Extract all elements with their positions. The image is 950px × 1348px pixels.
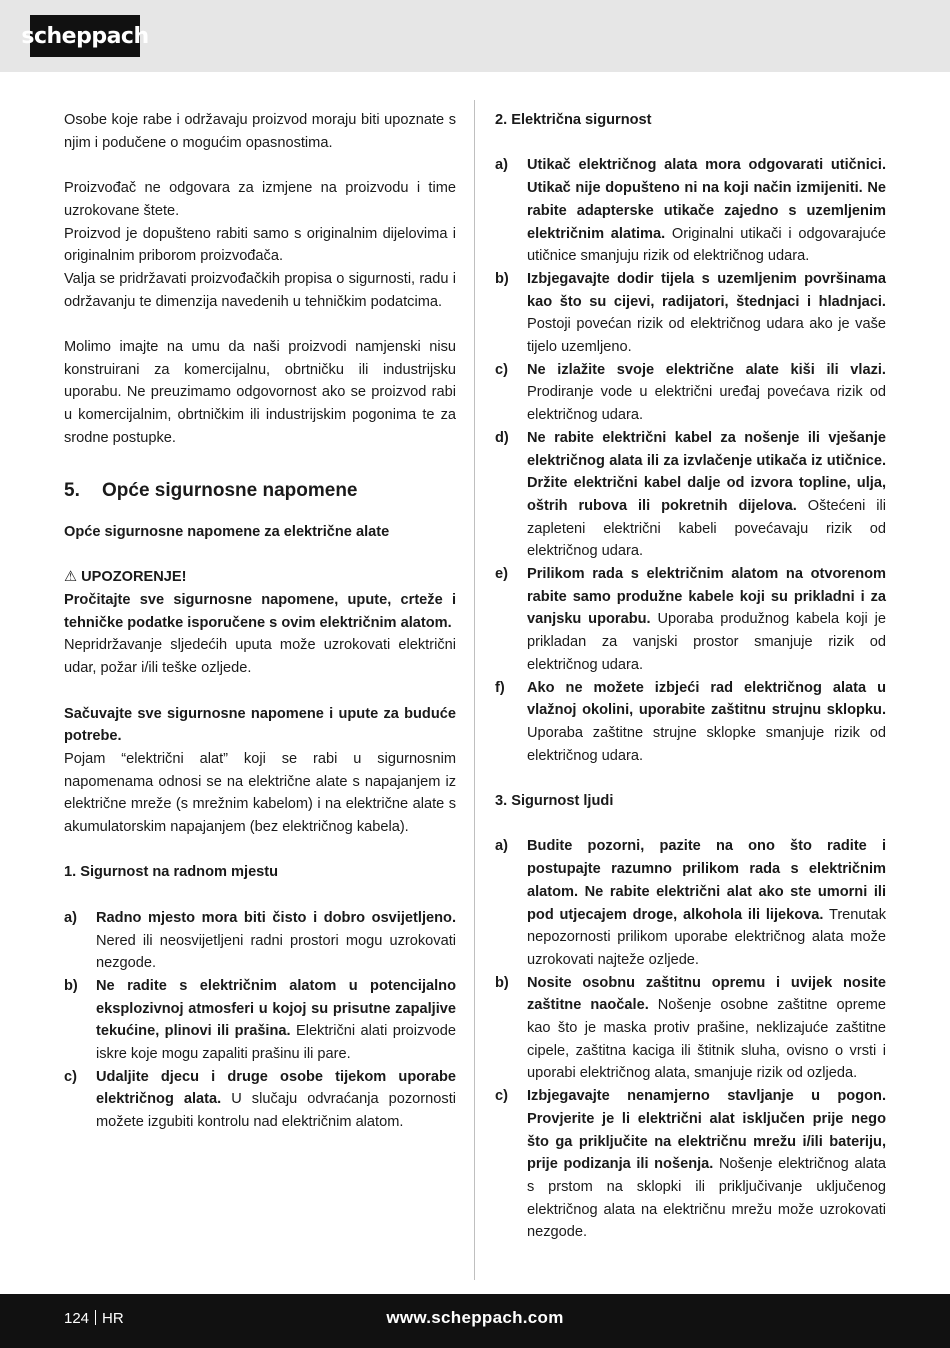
- list-item-label: c): [495, 1088, 508, 1105]
- list-item-text: [527, 563, 886, 677]
- subheading: Opće sigurnosne napomene za električne alate: [64, 523, 390, 540]
- list-item-bold: Izbjegavajte dodir tijela s uzemljenim površinama kao što su cijevi, radijatori, štednjaci i hladnjaci.: [527, 270, 886, 310]
- list-item-bold: Prilikom rada s električnim alatom na otvorenom rabite samo produžne kabele koji su prikladni i za vanjsku uporabu.: [527, 566, 886, 628]
- list-item-normal: Nošenje osobne zaštitne opreme kao što je maska protiv prašine, neklizajuće zaštitne cipele, zaštitna kaciga ili štitnik sluha, ovisno o vrsti i uporabi električnog alata, smanjuje rizik od ozljeda.: [527, 997, 886, 1082]
- intro-paragraph-1: Osobe koje rabe i održavaju proizvod moraju biti upoznate s njim i podučene o mogućim opasnostima.: [64, 112, 456, 151]
- list-item-normal: Nered ili neosvijetljeni radni prostori mogu uzrokovati nezgode.: [96, 932, 456, 972]
- list-item-label: a): [495, 838, 508, 855]
- list-item-normal: Prodiranje vode u električni uređaj povećava rizik od električnog udara.: [527, 384, 886, 424]
- list-item-bold: Ne radite s električnim alatom u potencijalno eksplozivnoj atmosferi u kojoj su prisutne zapaljive tekućine, plinovi ili prašina.: [96, 977, 456, 1040]
- section-heading: [64, 480, 456, 503]
- list-item-label: b): [495, 270, 509, 287]
- list-item: [495, 835, 886, 971]
- list-item-bold: Udaljite djecu i druge osobe tijekom uporabe električnog alata.: [96, 1068, 456, 1108]
- list-item-text: [527, 268, 886, 359]
- list-item-label: f): [495, 679, 505, 696]
- list-item-bold: Budite pozorni, pazite na ono što radite i postupajte razumno prilikom rada s električnim alatom. Ne rabite električni alat ako ste umorni ili pod utjecajem droge, alkohola ili lijekova.: [527, 838, 886, 923]
- list-item-text: [527, 427, 886, 563]
- list-item-label: b): [495, 974, 509, 991]
- list-item: [495, 563, 886, 677]
- list-item-label: a): [495, 157, 508, 174]
- list-item: [64, 975, 456, 1066]
- list-item-normal: Trenutak nepozornosti prilikom uporabe električnog alata može uzrokovati najteže ozljede.: [527, 906, 887, 968]
- list-item-text: [527, 1085, 886, 1244]
- list-item-text: [527, 835, 886, 971]
- list-item-bold: Ne rabite električni kabel za nošenje ili vješanje električnog alata ili za izvlačenje utikača iz utičnice. Držite električni kabel dalje od izvora topline, ulja, oštrih rubova ili pokretnih dijelova.: [527, 429, 886, 514]
- keep-instructions-bold: Sačuvajte sve sigurnosne napomene i upute za buduće potrebe.: [64, 705, 456, 745]
- list-item-bold: Utikač električnog alata mora odgovarati utičnici. Utikač nije dopušteno ni na koji način izmijeniti. Ne rabite adapterske utikače zajedno s uzemljenim električnim alatima.: [527, 157, 886, 242]
- left-column: [64, 109, 456, 1134]
- list-item-bold: Ne izlažite svoje električne alate kiši ili vlazi.: [527, 361, 886, 378]
- list-item-text: [96, 1066, 456, 1134]
- list-item: [495, 677, 886, 768]
- warning-bold: Pročitajte sve sigurnosne napomene, upute, crteže i tehničke podatke isporučene s ovim električnim alatom.: [64, 592, 456, 631]
- list-item: [64, 1066, 456, 1134]
- list-item: [64, 907, 456, 975]
- brand-logo: scheppach: [30, 15, 140, 57]
- list-item-normal: U slučaju odvraćanja pozornosti možete izgubiti kontrolu nad električnim alatom.: [96, 1091, 456, 1131]
- intro-paragraph-2: Proizvođač ne odgovara za izmjene na proizvodu i time uzrokovane štete.: [64, 180, 456, 219]
- list-item-label: d): [495, 429, 509, 446]
- warning-label: UPOZORENJE!: [81, 569, 187, 586]
- list-item-normal: Uporaba produžnog kabela koji je prikladan za vanjski prostor smanjuje rizik od električnog udara.: [527, 611, 886, 673]
- list-item-label: c): [495, 361, 508, 378]
- list-item-text: [527, 677, 886, 768]
- section-number: 5.: [64, 480, 80, 502]
- subsection-3-title: 3. Sigurnost ljudi: [495, 793, 614, 810]
- list-item: [495, 154, 886, 268]
- list-item-normal: Originalni utikači i odgovarajuće utičnice smanjuju rizik od električnog udara.: [527, 225, 886, 265]
- list-item-text: [527, 972, 886, 1086]
- list-item-normal: Električni alati proizvode iskre koje mogu zapaliti prašinu ili pare.: [96, 1023, 456, 1063]
- list-item-label: a): [64, 909, 77, 926]
- list-item: [495, 427, 886, 563]
- warning-triangle-icon: ⚠: [64, 569, 78, 586]
- section-title: Opće sigurnosne napomene: [102, 480, 358, 502]
- list-item-normal: Oštećeni ili zapleteni električni kabeli povećavaju rizik od električnog udara.: [527, 497, 886, 560]
- list-item-bold: Izbjegavajte nenamjerno stavljanje u pogon. Provjerite je li električni alat isključen prije nego što ga priključite na električnu mrežu i/ili bateriju, prije podizanja ili nošenja.: [527, 1088, 886, 1173]
- list-item-bold: Ako ne možete izbjeći rad električnog alata u vlažnoj okolini, uporabite zaštitnu strujnu sklopku.: [527, 679, 886, 719]
- list-item-bold: Radno mjesto mora biti čisto i dobro osvijetljeno.: [96, 909, 456, 926]
- subsection-2-title: 2. Električna sigurnost: [495, 112, 652, 128]
- page-number: 124: [64, 1310, 90, 1327]
- page-header: [0, 0, 950, 72]
- column-divider: [474, 100, 475, 1280]
- list-item-normal: Uporaba zaštitne strujne sklopke smanjuje rizik od električnog udara.: [527, 724, 886, 764]
- list-item-label: b): [64, 977, 78, 994]
- list-item: [495, 972, 886, 1086]
- list-item: [495, 268, 886, 359]
- list-item-text: [527, 359, 886, 427]
- list-item-text: [527, 154, 886, 268]
- list-item-label: e): [495, 566, 508, 583]
- list-item: [495, 1085, 886, 1244]
- list-item-text: [96, 907, 456, 975]
- website-link[interactable]: www.scheppach.com: [386, 1308, 564, 1327]
- list-item-bold: Nosite osobnu zaštitnu opremu i uvijek nosite zaštitne naočale.: [527, 974, 886, 1014]
- list-item-normal: Postoji povećan rizik od električnog udara ako je vaše tijelo uzemljeno.: [527, 316, 886, 356]
- list-item-normal: Nošenje električnog alata s prstom na sklopki ili priključivanje uključenog električnog alata na električnu mrežu može uzrokovati nezgode.: [527, 1156, 886, 1241]
- warning-heading: [64, 566, 456, 589]
- intro-paragraph-3: Proizvod je dopušteno rabiti samo s originalnim dijelovima i originalnim priborom proizvođača.: [64, 225, 456, 265]
- keep-instructions-text: Pojam “električni alat” koji se rabi u sigurnosnim napomenama odnosi se na električne alate s napajanjem iz električne mreže (s mrežnim kabelom) i na električne alate s akumulatorskim napajanjem (bez električnog kabela).: [64, 750, 456, 836]
- intro-paragraph-4: Valja se pridržavati proizvođačkih propisa o sigurnosti, radu i održavanju te dimenzija navedenih u tehničkim podatcima.: [64, 270, 456, 310]
- list-item: [495, 359, 886, 427]
- right-column: [495, 109, 886, 1244]
- warning-text: Nepridržavanje sljedećih uputa može uzrokovati električni udar, požar i/ili teške ozljede.: [64, 637, 456, 677]
- page-footer: [0, 1294, 950, 1348]
- list-item-label: c): [64, 1068, 77, 1085]
- intro-paragraph-5: Molimo imajte na umu da naši proizvodi namjenski nisu konstruirani za komercijalnu, obrtničku ili industrijsku uporabu. Ne preuzimamo odgovornost ako se proizvod rabi u komercijalnim, obrtničkim ili industrijskim pogonima te za srodne postupke.: [64, 339, 456, 446]
- language-code: HR: [102, 1310, 124, 1327]
- list-item-text: [96, 975, 456, 1066]
- subsection-1-title: 1. Sigurnost na radnom mjestu: [64, 864, 279, 881]
